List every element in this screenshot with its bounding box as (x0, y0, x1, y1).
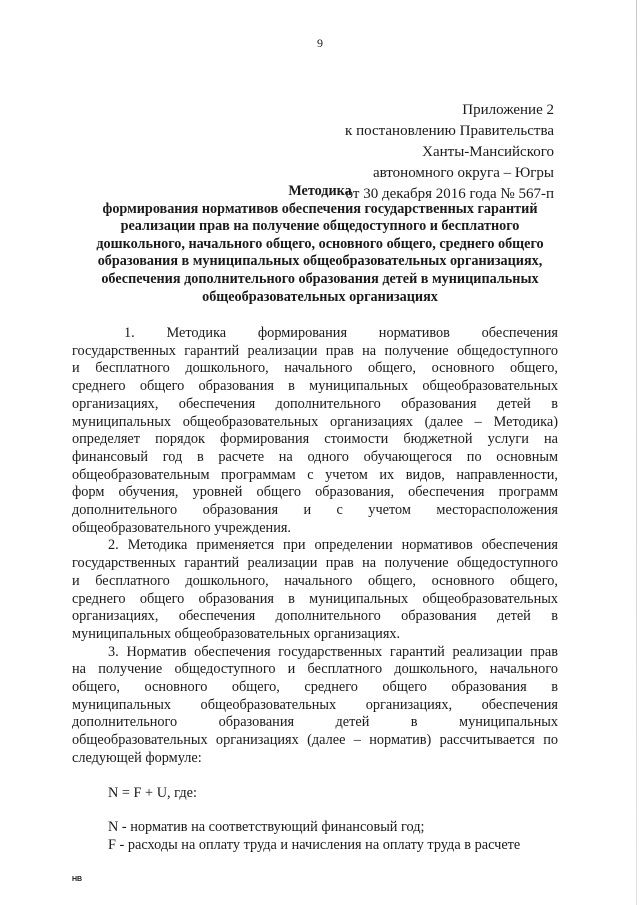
paragraph-line: общеобразовательных организациях (далее – норматив) рассчитывается по (72, 732, 558, 749)
paragraph-line: государственных гарантий реализации прав на получение общедоступного (72, 342, 558, 359)
title-line: общеобразовательных организациях (202, 288, 438, 305)
paragraph-line: 3. Норматив обеспечения государственных гарантий реализации прав (108, 643, 558, 660)
paragraph-line: дополнительного образования и с учетом месторасположения (72, 502, 558, 519)
paragraph-line: на получение общедоступного и бесплатного дошкольного, начального (72, 661, 558, 678)
paragraph-line: организациях, обеспечения дополнительного образования детей в (72, 395, 558, 412)
title-heading: Методика (288, 183, 352, 199)
scan-edge-line (636, 0, 637, 905)
paragraph-line: среднего общего образования в муниципальных общеобразовательных (72, 590, 558, 607)
paragraph-3 (72, 644, 558, 768)
formula: N = F + U, где: (108, 784, 197, 801)
document-body (72, 325, 558, 855)
document-title (70, 183, 570, 306)
appendix-line: Ханты-Мансийского (422, 144, 554, 160)
paragraph-line: и бесплатного дошкольного, начального общего, основного общего, (72, 572, 558, 589)
paragraph-line: форм обучения, уровней общего образования, обеспечения программ (72, 484, 558, 501)
paragraph-line: 1. Методика формирования нормативов обеспечения (124, 325, 558, 341)
paragraph-line: финансовый год в расчете на одного обучающегося по основным (72, 448, 558, 465)
paragraph-line: и бесплатного дошкольного, начального общего, основного общего, (72, 360, 558, 377)
title-line: образования в муниципальных общеобразовательных организациях, (97, 253, 543, 270)
definition-n: N - норматив на соответствующий финансовый год; (108, 819, 425, 836)
title-line: формирования нормативов обеспечения государственных гарантий (102, 200, 538, 217)
formula-definitions (72, 819, 558, 854)
title-line: дошкольного, начального общего, основного общего, среднего общего (96, 235, 544, 252)
paragraph-line: муниципальных общеобразовательных организациях, обеспечения (72, 696, 558, 713)
page-number: 9 (317, 36, 323, 50)
appendix-line: Приложение 2 (462, 102, 554, 118)
paragraph-line: следующей формуле: (72, 749, 202, 766)
footer-mark: HB (72, 876, 83, 883)
title-line: обеспечения дополнительного образования детей в муниципальных (101, 270, 539, 287)
paragraph-line: муниципальных общеобразовательных организациях (далее – Методика) (72, 413, 558, 430)
paragraph-line: общеобразовательного учреждения. (72, 519, 292, 536)
appendix-line: автономного округа – Югры (372, 165, 554, 181)
paragraph-line: 2. Методика применяется при определении нормативов обеспечения (108, 537, 558, 554)
paragraph-line: муниципальных общеобразовательных организациях. (72, 625, 401, 642)
paragraph-line: организациях, обеспечения дополнительного образования детей в (72, 608, 558, 625)
appendix-line: от 30 декабря 2016 года № 567-п (345, 186, 554, 202)
paragraph-2 (72, 537, 558, 643)
paragraph-line: среднего общего образования в муниципальных общеобразовательных (72, 378, 558, 395)
paragraph-line: общего, основного общего, среднего общего образования в (72, 679, 558, 696)
paragraph-line: определяет порядок формирования стоимости бюджетной услуги на (72, 431, 558, 448)
paragraph-line: государственных гарантий реализации прав на получение общедоступного (72, 555, 558, 572)
definition-f: F - расходы на оплату труда и начисления на оплату труда в расчете (108, 836, 521, 853)
paragraph-line: дополнительного образования детей в муниципальных (72, 714, 558, 731)
paragraph-1 (72, 325, 558, 537)
title-line: реализации прав на получение общедоступного и бесплатного (120, 218, 520, 235)
appendix-line: к постановлению Правительства (345, 123, 554, 139)
paragraph-line: общеобразовательным программам с учетом их видов, направленности, (72, 466, 558, 483)
